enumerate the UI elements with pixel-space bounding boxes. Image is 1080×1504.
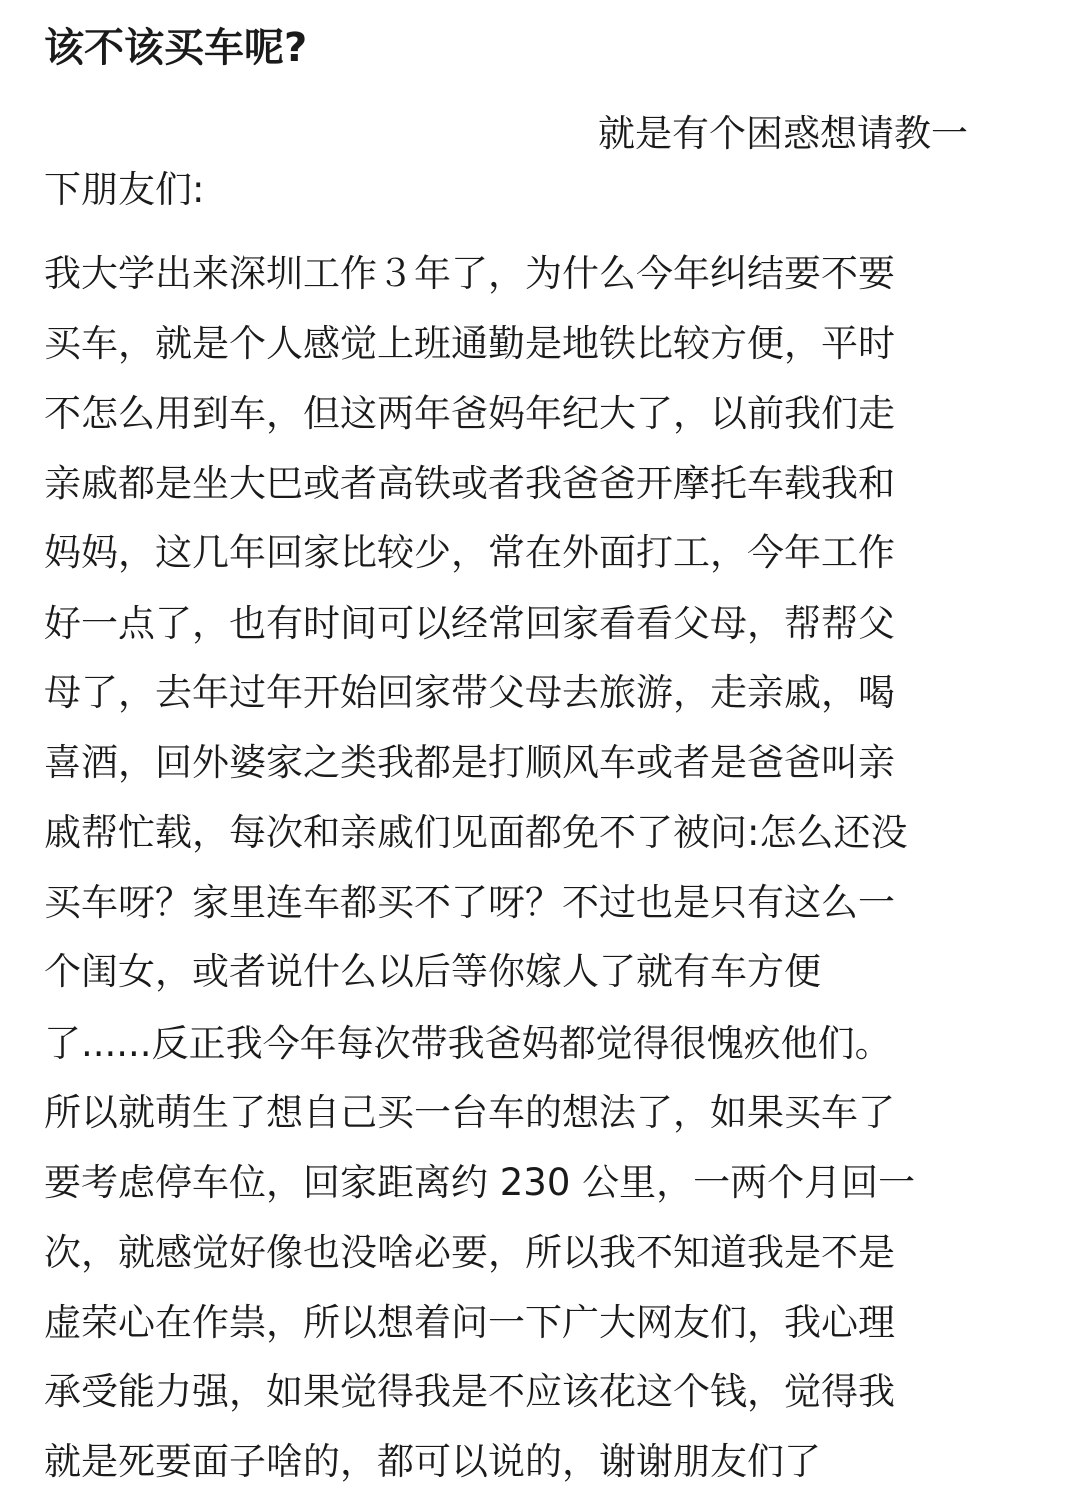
body-line: 要考虑停车位，回家距离约 230 公里，一两个月回一 <box>44 1161 916 1204</box>
body-line: 承受能力强，如果觉得我是不应该花这个钱，觉得我 <box>44 1370 895 1413</box>
body-line: 所以就萌生了想自己买一台车的想法了，如果买车了 <box>44 1091 895 1134</box>
body-line: 妈妈，这几年回家比较少，常在外面打工，今年工作 <box>44 531 895 574</box>
body-line: 喜酒，回外婆家之类我都是打顺风车或者是爸爸叫亲 <box>44 741 895 784</box>
body-line: 母了，去年过年开始回家带父母去旅游，走亲戚，喝 <box>44 671 895 714</box>
body-line: 次，就感觉好像也没啥必要，所以我不知道我是不是 <box>44 1231 895 1274</box>
body-line: 个闺女，或者说什么以后等你嫁人了就有车方便 <box>44 950 821 993</box>
post-title: 该不该买车呢? <box>44 25 308 71</box>
truncation-fade <box>860 1440 1080 1504</box>
body-line: 好一点了，也有时间可以经常回家看看父母，帮帮父 <box>44 602 895 645</box>
body-line: 就是有个困惑想请教一 <box>598 112 968 155</box>
body-line: 就是死要面子啥的，都可以说的，谢谢朋友们了 <box>44 1440 821 1483</box>
body-line: 虚荣心在作祟，所以想着问一下广大网友们，我心理 <box>44 1301 895 1344</box>
body-line: 了......反正我今年每次带我爸妈都觉得很愧疚他们。 <box>44 1022 892 1065</box>
body-line: 买车呀？家里连车都买不了呀？不过也是只有这么一 <box>44 881 895 924</box>
body-line: 下朋友们: <box>44 168 205 211</box>
body-line: 不怎么用到车，但这两年爸妈年纪大了，以前我们走 <box>44 392 895 435</box>
body-line: 戚帮忙载，每次和亲戚们见面都免不了被问:怎么还没 <box>44 811 908 854</box>
body-line: 买车，就是个人感觉上班通勤是地铁比较方便，平时 <box>44 322 895 365</box>
body-line: 亲戚都是坐大巴或者高铁或者我爸爸开摩托车载我和 <box>44 462 895 505</box>
body-line: 我大学出来深圳工作３年了，为什么今年纠结要不要 <box>44 252 895 295</box>
